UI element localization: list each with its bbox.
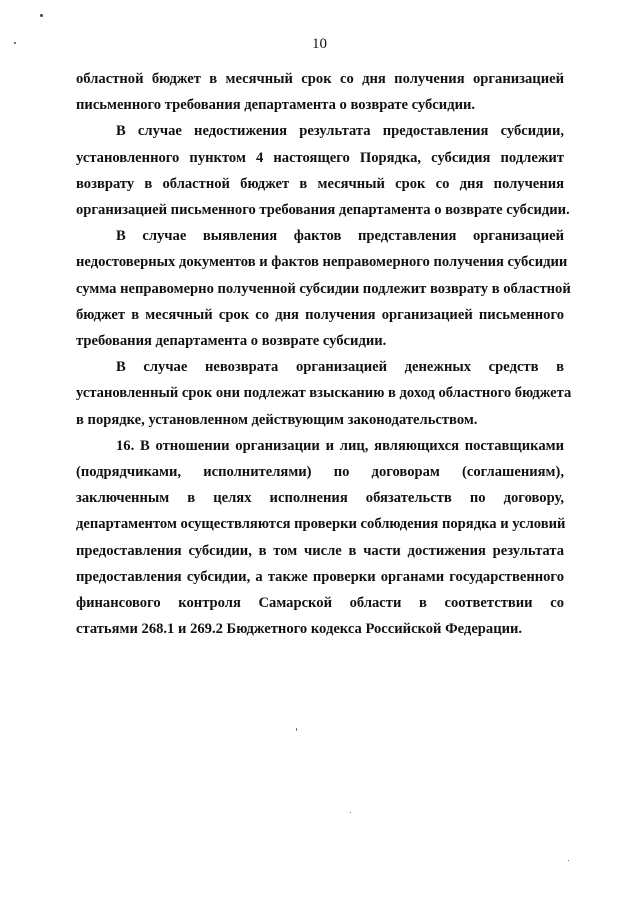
paragraph-non-return-recovery (76, 354, 572, 433)
text-line: сумма неправомерно полученной субсидии подлежит возврату в областной (76, 280, 571, 297)
text-line: предоставления субсидии, а также проверки органами государственного (76, 568, 564, 585)
text-line: В случае выявления фактов представления организацией (116, 228, 564, 245)
text-line: бюджет в месячный срок со дня получения организацией письменного (76, 306, 564, 323)
scan-speck (350, 812, 351, 813)
text-line: департаментом осуществляются проверки соблюдения порядка и условий (76, 516, 566, 533)
text-line: заключенным в целях исполнения обязательств по договору, (76, 490, 564, 507)
page-number: 10 (312, 36, 327, 52)
text-line: статьями 268.1 и 269.2 Бюджетного кодекса Российской Федерации. (76, 621, 523, 638)
text-line: областной бюджет в месячный срок со дня получения организацией (76, 71, 564, 87)
text-line: в порядке, установленном действующим законодательством. (76, 411, 478, 428)
text-line: предоставления субсидии, в том числе в части достижения результата (76, 542, 564, 559)
text-line: (подрядчиками, исполнителями) по договорам (соглашениям), (76, 464, 564, 481)
text-line: В случае недостижения результата предоставления субсидии, (116, 123, 564, 140)
document-body (76, 66, 572, 642)
text-line: установленного пунктом 4 настоящего Порядка, субсидия подлежит (76, 149, 564, 166)
paragraph-false-documents-refund (76, 223, 571, 354)
text-line: требования департамента о возврате субсидии. (76, 333, 387, 350)
text-line: возврату в областной бюджет в месячный срок со дня получения (76, 175, 564, 192)
text-line: В случае невозврата организацией денежных средств в (116, 359, 564, 376)
text-line: недостоверных документов и фактов неправомерного получения субсидии (76, 254, 568, 271)
scan-speck (14, 42, 16, 44)
scan-speck (568, 860, 569, 861)
text-line: организацией письменного требования департамента о возврате субсидии. (76, 202, 570, 219)
scan-speck (40, 14, 43, 17)
text-line: письменного требования департамента о возврате субсидии. (76, 97, 476, 114)
text-line: финансового контроля Самарской области в соответствии со (76, 595, 564, 612)
paragraph-section-16-inspections (76, 433, 564, 643)
text-line: 16. В отношении организации и лиц, являющихся поставщиками (116, 437, 564, 454)
text-line: установленный срок они подлежат взысканию в доход областного бюджета (76, 385, 572, 402)
paragraph-non-achievement-refund (76, 118, 570, 223)
scan-speck (296, 728, 297, 731)
paragraph-continuation (76, 66, 564, 118)
